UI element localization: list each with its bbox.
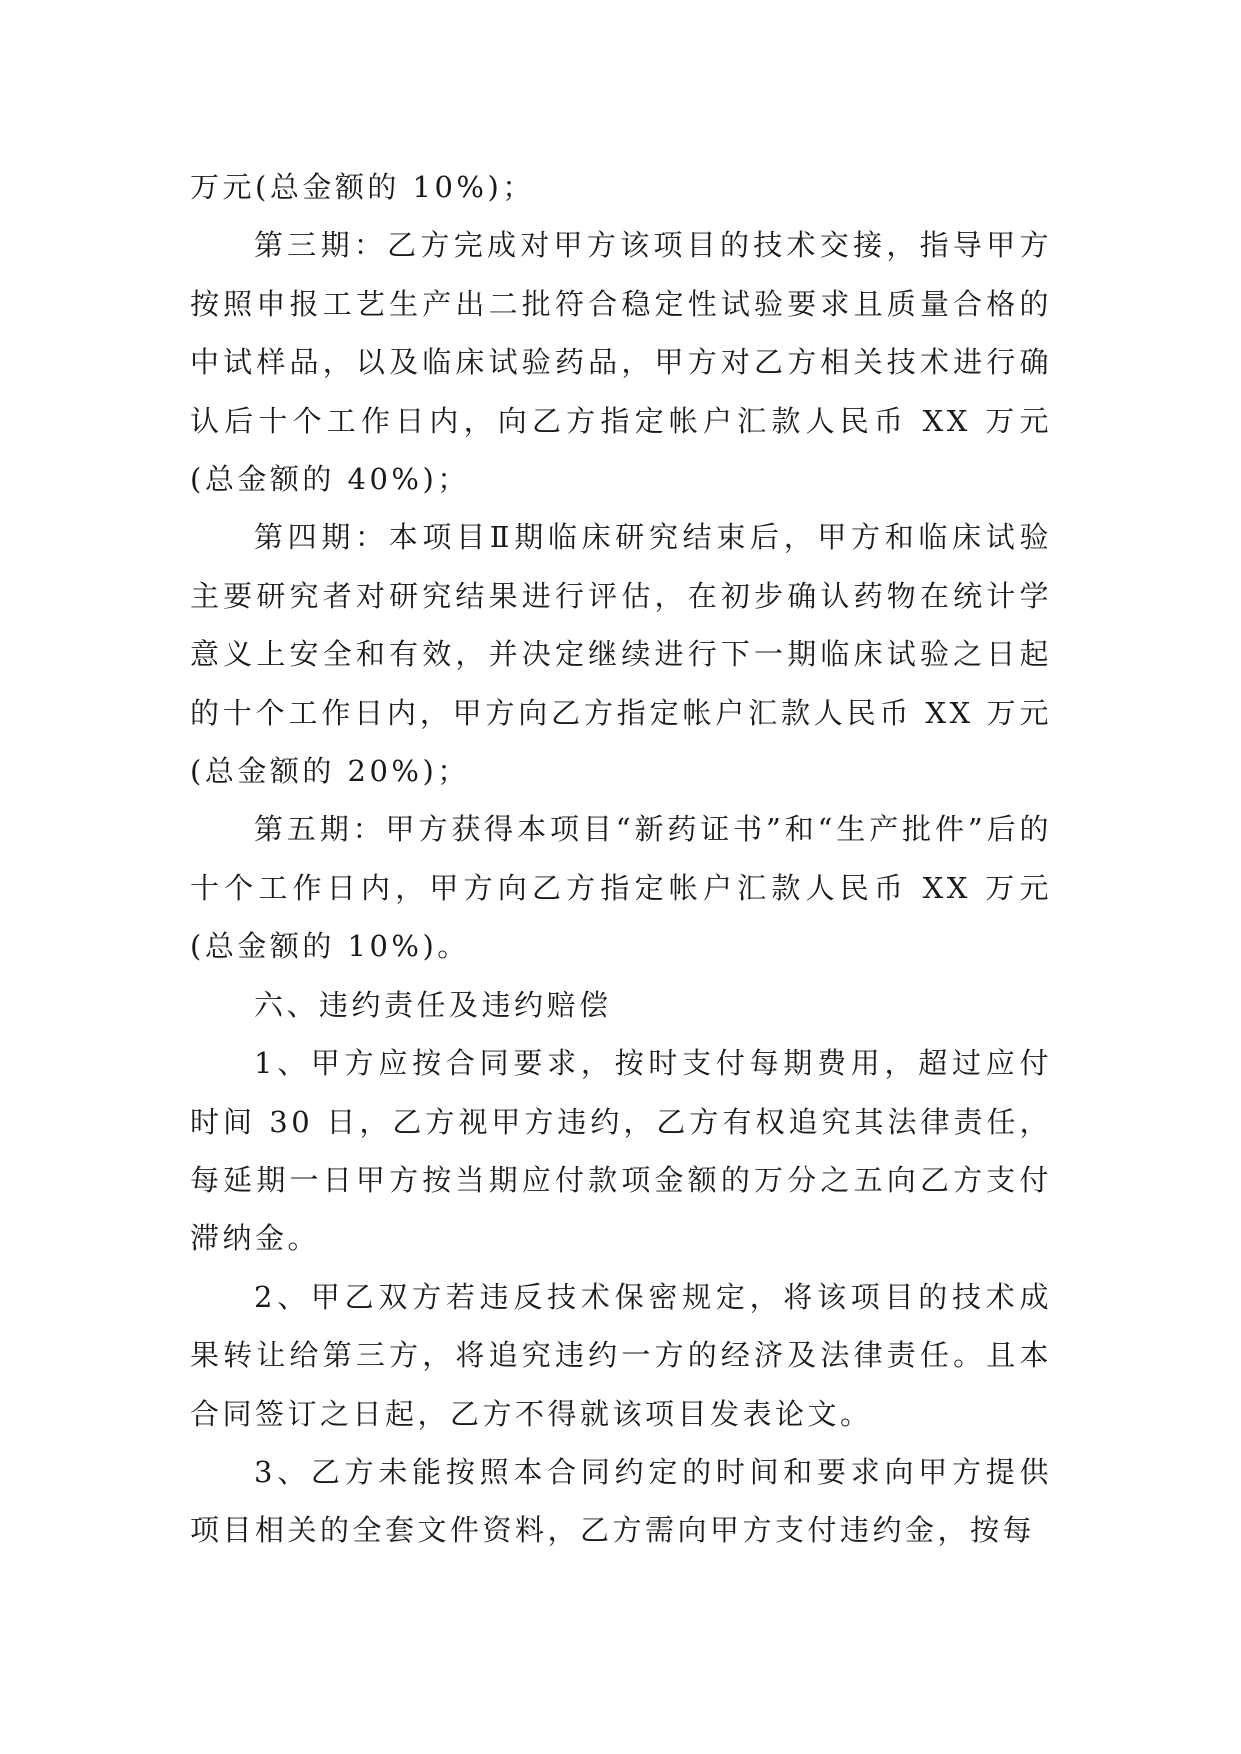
paragraph-clause-1: 1、甲方应按合同要求，按时支付每期费用，超过应付时间 30 日，乙方视甲方违约，乙方有权追究其法律责任，每延期一日甲方按当期应付款项金额的万分之五向乙方支付滞纳金。 <box>190 1046 1052 1256</box>
section-heading-breach-liability: 六、违约责任及违约赔偿 <box>254 987 612 1022</box>
paragraph-amount-continuation: 万元(总金额的 10%)； <box>190 170 535 204</box>
paragraph-phase-four: 第四期：本项目Ⅱ期临床研究结束后，甲方和临床试验主要研究者对研究结果进行评估，在初步确认药物在统计学意义上安全和有效，并决定继续进行下一期临床试验之日起的十个工作日内，甲方向乙方指定帐户汇款人民币 XX 万元(总金额的 20%)； <box>190 520 1052 789</box>
paragraph-phase-three: 第三期：乙方完成对甲方该项目的技术交接，指导甲方按照申报工艺生产出二批符合稳定性试验要求且质量合格的中试样品，以及临床试验药品，甲方对乙方相关技术进行确认后十个工作日内，向乙方指定帐户汇款人民币 XX 万元(总金额的 40%)； <box>190 228 1052 497</box>
document-body <box>190 158 1052 1560</box>
paragraph-clause-2: 2、甲乙双方若违反技术保密规定，将该项目的技术成果转让给第三方，将追究违约一方的经济及法律责任。且本合同签订之日起，乙方不得就该项目发表论文。 <box>190 1279 1052 1431</box>
paragraph-phase-five: 第五期：甲方获得本项目“新药证书”和“生产批件”后的十个工作日内，甲方向乙方指定帐户汇款人民币 XX 万元(总金额的 10%)。 <box>190 812 1052 964</box>
paragraph-clause-3: 3、乙方未能按照本合同约定的时间和要求向甲方提供项目相关的全套文件资料，乙方需向甲方支付违约金，按每 <box>190 1454 1052 1548</box>
